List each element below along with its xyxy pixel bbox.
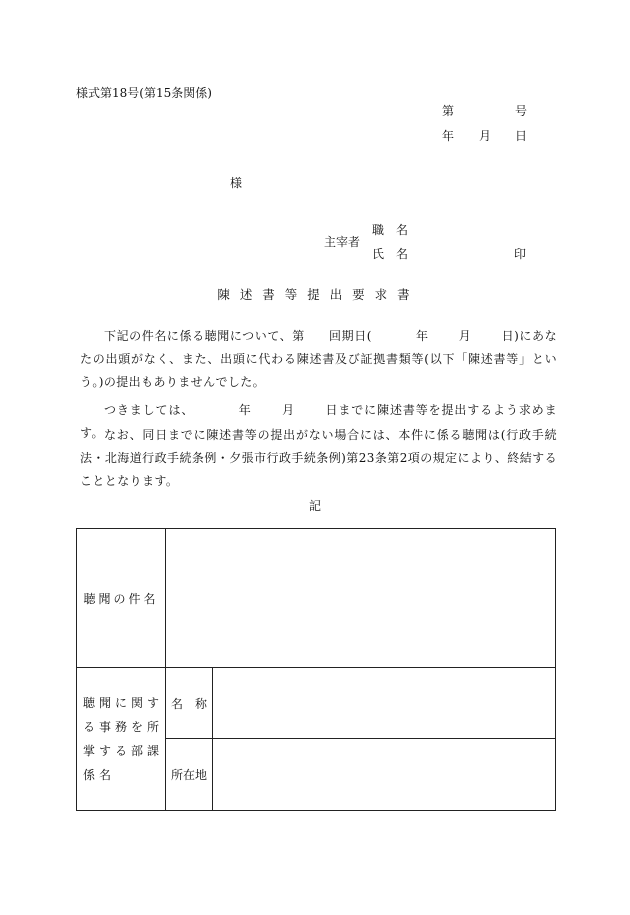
dept-name-value[interactable]	[213, 668, 556, 739]
dept-name-label: 名 称	[166, 668, 213, 739]
body-paragraph-1	[80, 325, 557, 394]
host-title-label: 職 名	[372, 223, 409, 237]
form-style-number: 様式第18号(第15条関係)	[76, 86, 212, 100]
host-name-label: 氏 名	[372, 247, 409, 261]
p1-text-c: 日)にあなたの出頭がなく、また、出頭に代わる陳述書及び証拠書類等(以下「陳述書等」という。)の提出もありませんでした。	[80, 329, 557, 389]
document-title: 陳 述 書 等 提 出 要 求 書	[217, 287, 413, 302]
p1-text-b: 回期日(	[328, 329, 372, 343]
doc-number-suffix: 号	[515, 104, 528, 118]
p2-text-a: つきましては、	[104, 403, 195, 417]
host-label: 主宰者	[324, 235, 361, 249]
date-day: 日	[515, 129, 528, 143]
details-table	[76, 528, 556, 811]
dept-label-cell: 聴聞に関する事務を所掌する部課係名	[77, 668, 166, 811]
p2-month: 月	[281, 403, 296, 417]
p2-year: 年	[238, 403, 252, 417]
date-month: 月	[479, 129, 492, 143]
seal-mark: 印	[514, 247, 527, 261]
dept-address-value[interactable]	[213, 739, 556, 811]
subject-label-cell: 聴聞の件名	[77, 529, 166, 668]
note-heading: 記	[308, 499, 321, 513]
subject-value-cell[interactable]	[166, 529, 556, 668]
p1-month: 月	[458, 329, 472, 343]
date-year: 年	[442, 129, 455, 143]
p2-text-b: 日までに陳述書等を提出するよう求めます。	[80, 403, 558, 440]
doc-number-prefix: 第	[442, 104, 455, 118]
body-paragraph-3: なお、同日までに陳述書等の提出がない場合には、本件に係る聴聞は(行政手続法・北海道行政手続条例・夕張市行政手続条例)第23条第2項の規定により、終結することとなります。	[80, 428, 557, 488]
dept-address-label: 所在地	[166, 739, 213, 811]
p1-text-a: 下記の件名に係る聴聞について、第	[104, 329, 305, 343]
addressee-suffix: 様	[230, 176, 243, 190]
p1-year: 年	[415, 329, 429, 343]
